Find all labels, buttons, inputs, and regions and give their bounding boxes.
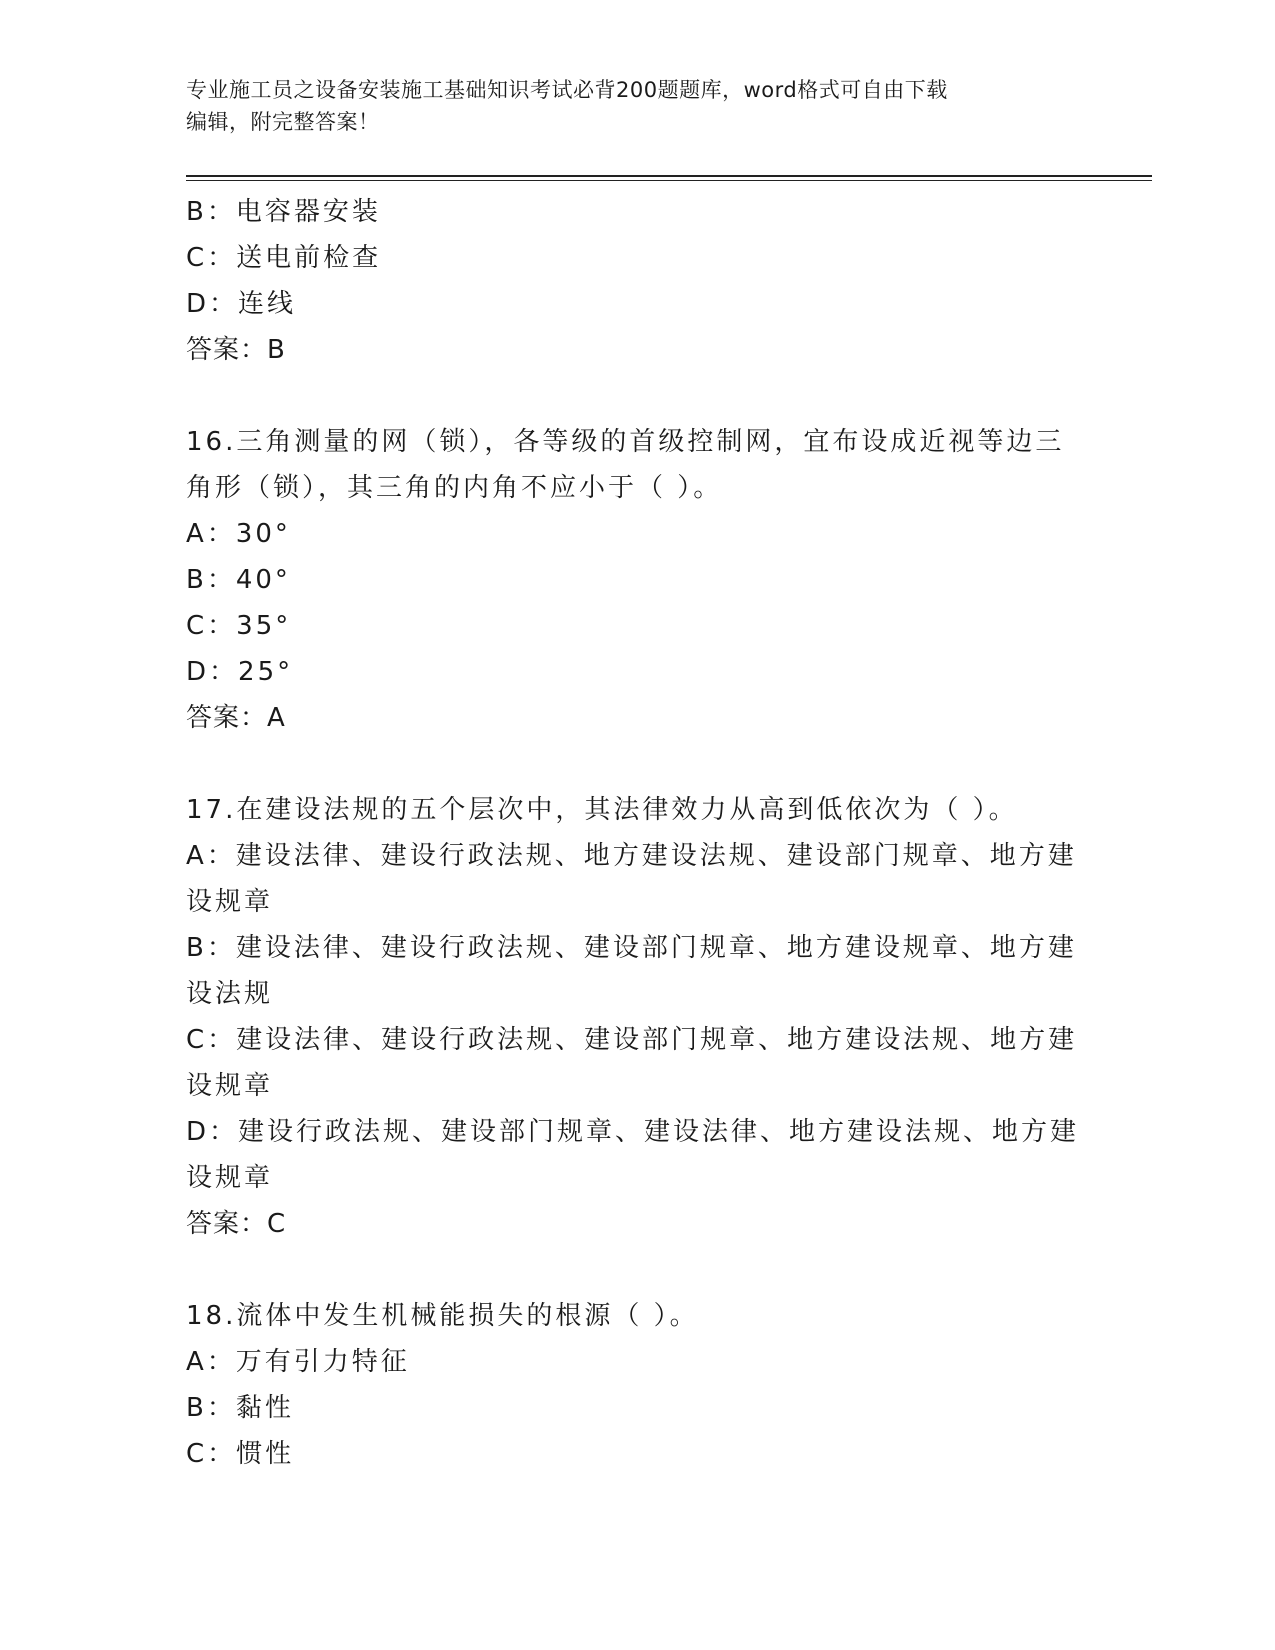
question-list: [186, 189, 1080, 1477]
header-line-1: 专业施工员之设备安装施工基础知识考试必背200题题库，word格式可自由下载: [186, 78, 948, 102]
question-15: [186, 189, 1066, 373]
option-b: B：电容器安装: [186, 197, 381, 227]
option-a: A：30°: [186, 519, 291, 549]
question-18: [186, 1293, 1066, 1477]
option-b: B：40°: [186, 565, 291, 595]
header-divider-thick: [186, 175, 1152, 177]
spacer: [186, 741, 1066, 787]
option-a: A：建设法律、建设行政法规、地方建设法规、建设部门规章、地方建: [186, 841, 1077, 871]
question-17: [186, 787, 1080, 1247]
option-c: C：35°: [186, 611, 292, 641]
option-c: C：送电前检查: [186, 243, 382, 273]
answer: 答案：A: [186, 703, 286, 733]
question-stem: 18.流体中发生机械能损失的根源（ ）。: [186, 1301, 699, 1331]
question-stem: 17.在建设法规的五个层次中，其法律效力从高到低依次为（ ）。: [186, 795, 1018, 825]
header-divider-thin: [186, 180, 1152, 181]
spacer: [186, 1247, 1066, 1293]
option-a-continued: 设规章: [186, 887, 274, 917]
option-d: D：连线: [186, 289, 297, 319]
option-c: C：建设法律、建设行政法规、建设部门规章、地方建设法规、地方建: [186, 1025, 1078, 1055]
header-line-2: 编辑，附完整答案！: [186, 110, 380, 134]
question-stem-continued: 角形（锁），其三角的内角不应小于（ ）。: [186, 473, 723, 503]
answer: 答案：B: [186, 335, 286, 365]
option-c: C：惯性: [186, 1439, 295, 1469]
option-a: A：万有引力特征: [186, 1347, 410, 1377]
document-header: [186, 74, 1066, 138]
option-d: D：25°: [186, 657, 294, 687]
option-d: D：建设行政法规、建设部门规章、建设法律、地方建设法规、地方建: [186, 1117, 1080, 1147]
option-b: B：黏性: [186, 1393, 294, 1423]
option-d-continued: 设规章: [186, 1163, 274, 1193]
option-c-continued: 设规章: [186, 1071, 274, 1101]
spacer: [186, 373, 1066, 419]
option-b: B：建设法律、建设行政法规、建设部门规章、地方建设规章、地方建: [186, 933, 1077, 963]
question-16: [186, 419, 1066, 741]
question-stem: 16.三角测量的网（锁），各等级的首级控制网，宜布设成近视等边三: [186, 427, 1065, 457]
option-b-continued: 设法规: [186, 979, 274, 1009]
answer: 答案：C: [186, 1209, 287, 1239]
